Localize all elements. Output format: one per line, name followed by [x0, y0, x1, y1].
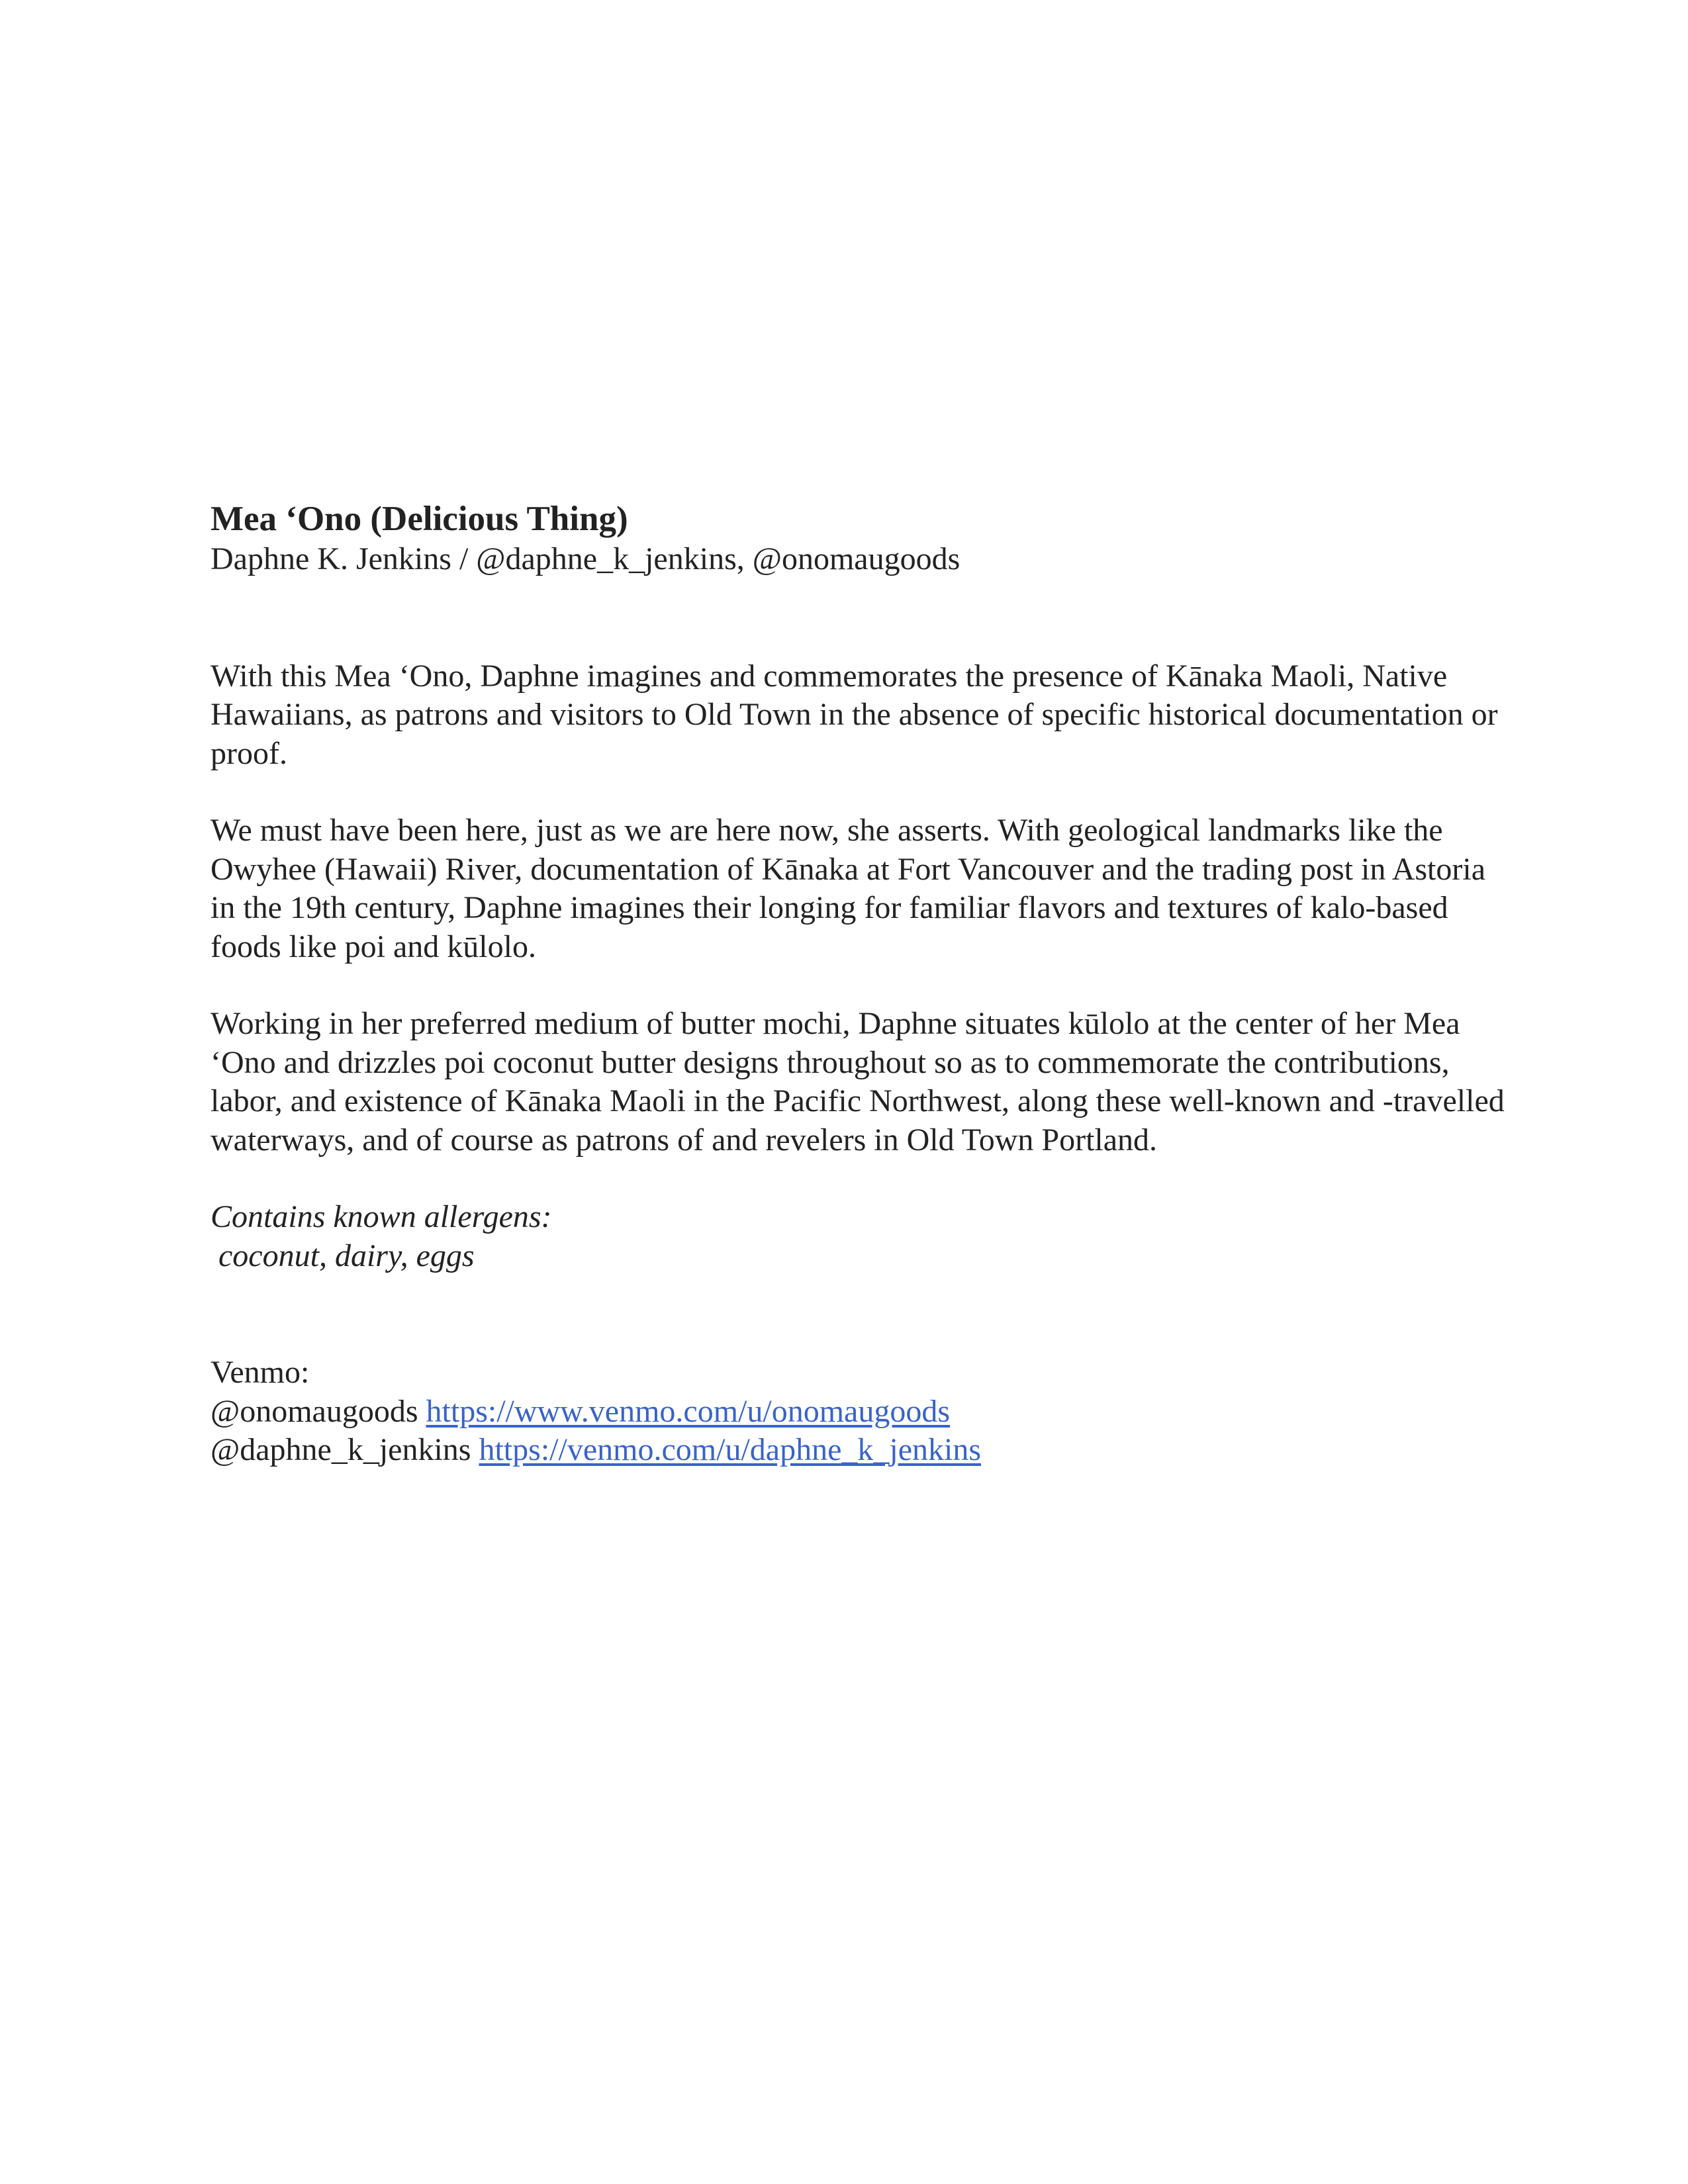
document-page: [211, 498, 1508, 1470]
allergens-block: [211, 1198, 1508, 1275]
allergens-heading: Contains known allergens:: [211, 1199, 552, 1234]
venmo-handle: @onomaugoods: [211, 1393, 418, 1429]
document-title: Mea ‘Ono (Delicious Thing): [211, 500, 628, 538]
venmo-link-daphne[interactable]: https://venmo.com/u/daphne_k_jenkins: [479, 1432, 982, 1467]
venmo-block: [211, 1353, 1508, 1470]
paragraph-intro: With this Mea ‘Ono, Daphne imagines and commemorates the presence of Kānaka Maoli, Native Hawaiians, as patrons and visitors to Old Town in the absence of specific historical documentation or proof.: [211, 658, 1498, 771]
document-byline: Daphne K. Jenkins / @daphne_k_jenkins, @onomaugoods: [211, 541, 961, 576]
paragraph-history: We must have been here, just as we are here now, she asserts. With geological landmarks like the Owyhee (Hawaii) River, documentation of Kānaka at Fort Vancouver and the trading post in Astoria in the 19th century, Daphne imagines their longing for familiar flavors and textures of kalo-based foods like poi and kūlolo.: [211, 813, 1485, 964]
venmo-account-daphne: [211, 1431, 1508, 1470]
spacer: [211, 1275, 1508, 1353]
venmo-account-onomaugoods: [211, 1392, 1508, 1432]
paragraph-medium: Working in her preferred medium of butter mochi, Daphne situates kūlolo at the center of her Mea ‘Ono and drizzles poi coconut butter designs throughout so as to commemorate the contributions, labor, and existence of Kānaka Maoli in the Pacific Northwest, along these well-known and -travelled waterways, and of course as patrons of and revelers in Old Town Portland.: [211, 1006, 1505, 1158]
venmo-link-onomaugoods[interactable]: https://www.venmo.com/u/onomaugoods: [426, 1393, 951, 1429]
allergens-list: coconut, dairy, eggs: [218, 1238, 475, 1273]
spacer: [211, 579, 1508, 657]
venmo-handle: @daphne_k_jenkins: [211, 1432, 471, 1467]
venmo-label: Venmo:: [211, 1355, 310, 1390]
